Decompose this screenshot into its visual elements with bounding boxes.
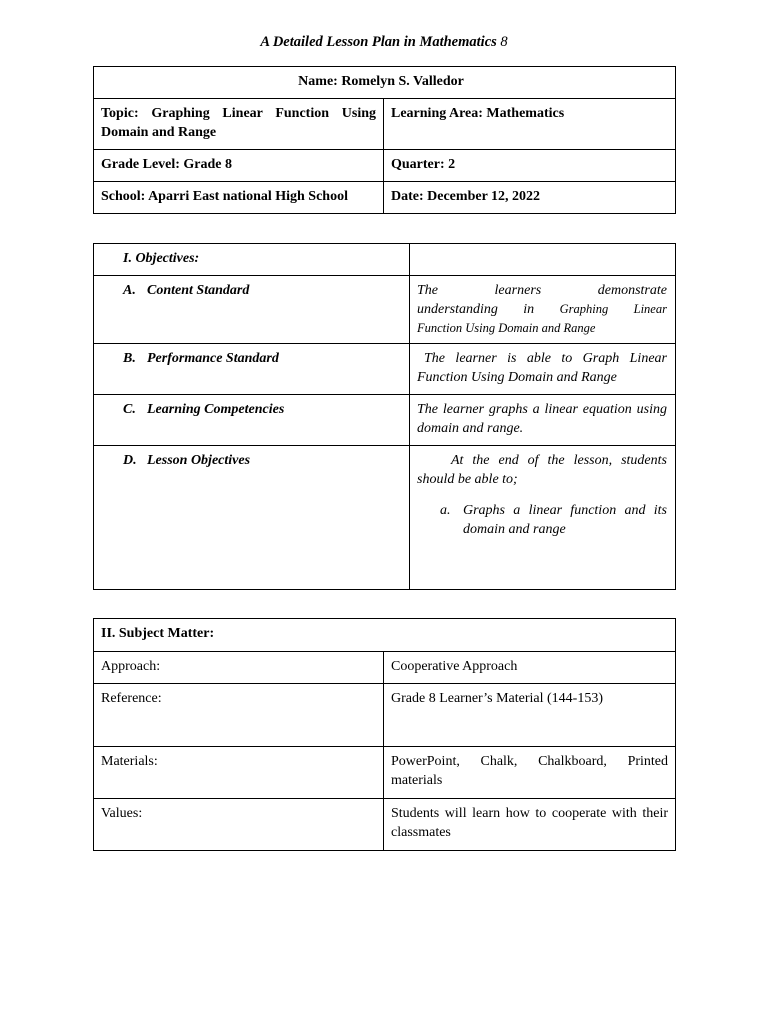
- lesson-objective-text: Graphs a linear function and its domain and range: [463, 503, 667, 537]
- subject-matter-row: [94, 747, 676, 799]
- lesson-objective-marker: a.: [440, 503, 451, 518]
- cs-word: The: [417, 283, 438, 298]
- learning-competencies-letter: C.: [123, 402, 136, 417]
- lesson-objective-item: [440, 501, 667, 539]
- objectives-heading-empty-cell: [410, 244, 676, 276]
- lesson-objectives-value: [410, 446, 676, 590]
- cs-word: demonstrate: [597, 283, 667, 298]
- performance-standard-value: [410, 344, 676, 395]
- approach-value: Cooperative Approach: [384, 652, 676, 684]
- learning-competencies-row: [94, 395, 676, 446]
- quarter-cell: Quarter: 2: [384, 150, 676, 182]
- cs-word: in: [523, 302, 535, 317]
- header-row-name: [94, 67, 676, 99]
- lesson-objectives-intro: At the end of the lesson, students should be able to;: [417, 453, 667, 487]
- content-standard-label-cell: [94, 276, 410, 344]
- cs-word: understanding: [417, 302, 498, 317]
- content-standard-value: [410, 276, 676, 344]
- topic-cell: Topic: Graphing Linear Function Using Domain and Range: [94, 99, 384, 150]
- lesson-objectives-row: [94, 446, 676, 590]
- lesson-objectives-label-cell: [94, 446, 410, 590]
- materials-label: Materials:: [94, 747, 384, 799]
- approach-label: Approach:: [94, 652, 384, 684]
- performance-standard-label-cell: [94, 344, 410, 395]
- content-standard-row: [94, 276, 676, 344]
- subject-matter-row: [94, 652, 676, 684]
- values-value: Students will learn how to cooperate with their classmates: [384, 799, 676, 851]
- values-label: Values:: [94, 799, 384, 851]
- materials-value: PowerPoint, Chalk, Chalkboard, Printed materials: [384, 747, 676, 799]
- cs-word: learners: [494, 283, 542, 298]
- document-title-text: A Detailed Lesson Plan in Mathematics: [260, 34, 497, 50]
- date-cell: Date: December 12, 2022: [384, 182, 676, 214]
- subject-matter-row: [94, 684, 676, 747]
- grade-level-cell: Grade Level: Grade 8: [94, 150, 384, 182]
- learning-competencies-label: Learning Competencies: [147, 402, 285, 417]
- learning-competencies-value: [410, 395, 676, 446]
- subject-matter-table: [93, 618, 676, 851]
- subject-matter-heading-row: [94, 619, 676, 652]
- reference-label: Reference:: [94, 684, 384, 747]
- cs-word: Graphing: [559, 302, 609, 316]
- objectives-table: [93, 243, 676, 590]
- document-title: [0, 33, 768, 52]
- objectives-heading-row: [94, 244, 676, 276]
- lesson-objectives-label: Lesson Objectives: [147, 453, 251, 468]
- content-standard-line-3: Function Using Domain and Range: [417, 321, 596, 335]
- header-row-topic: [94, 99, 676, 150]
- reference-value: Grade 8 Learner’s Material (144-153): [384, 684, 676, 747]
- lesson-objectives-letter: D.: [123, 453, 137, 468]
- content-standard-letter: A.: [123, 283, 136, 298]
- school-cell: School: Aparri East national High School: [94, 182, 384, 214]
- learning-area-cell: Learning Area: Mathematics: [384, 99, 676, 150]
- header-row-school: [94, 182, 676, 214]
- learning-competencies-label-cell: [94, 395, 410, 446]
- performance-standard-text: The learner is able to Graph Linear Function Using Domain and Range: [417, 351, 667, 385]
- objectives-heading: I. Objectives:: [94, 244, 410, 276]
- content-standard-line-2: [417, 300, 667, 319]
- subject-matter-heading: II. Subject Matter:: [94, 619, 676, 652]
- learning-competencies-text: The learner graphs a linear equation using domain and range.: [417, 402, 667, 436]
- content-standard-label: Content Standard: [147, 283, 250, 298]
- performance-standard-letter: B.: [123, 351, 136, 366]
- teacher-name: Name: Romelyn S. Valledor: [94, 67, 676, 99]
- document-title-grade-number: 8: [500, 34, 508, 50]
- cs-word: Linear: [633, 302, 667, 316]
- performance-standard-row: [94, 344, 676, 395]
- header-row-grade: [94, 150, 676, 182]
- performance-standard-label: Performance Standard: [147, 351, 279, 366]
- subject-matter-row: [94, 799, 676, 851]
- content-standard-line-1: [417, 281, 667, 300]
- header-info-table: [93, 66, 676, 214]
